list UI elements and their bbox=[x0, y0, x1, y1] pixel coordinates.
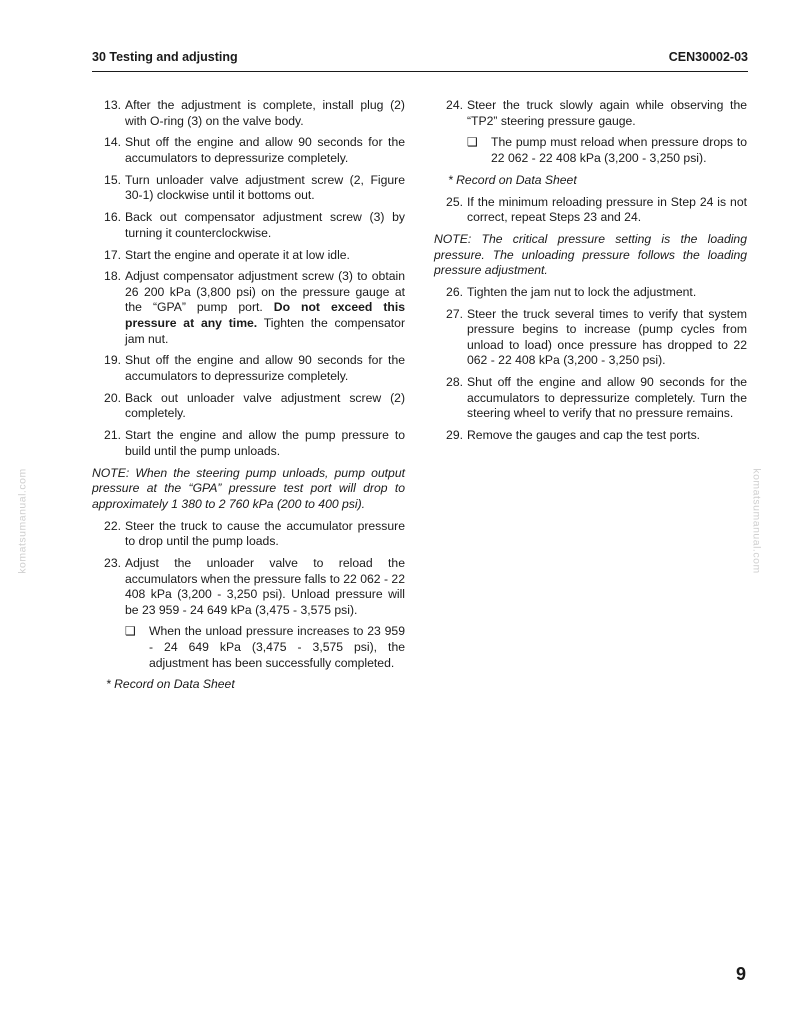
section-title: 30 Testing and adjusting bbox=[92, 50, 238, 64]
step-20 bbox=[92, 391, 405, 422]
step-text: Remove the gauges and cap the test ports. bbox=[467, 428, 701, 443]
check-item-reload bbox=[463, 135, 747, 166]
step-number: 22. bbox=[104, 518, 121, 533]
step-number: 23. bbox=[104, 555, 121, 570]
step-text: Turn unloader valve adjustment screw (2, Figure 30-1) clockwise until it bottoms out. bbox=[125, 172, 405, 203]
header-divider bbox=[92, 71, 748, 72]
step-number: 15. bbox=[104, 172, 121, 187]
step-text: Tighten the jam nut to lock the adjustment. bbox=[467, 284, 697, 299]
step-number: 17. bbox=[104, 247, 121, 262]
step-17 bbox=[92, 248, 405, 264]
step-number: 13. bbox=[104, 98, 121, 112]
step-23 bbox=[92, 556, 405, 618]
checkbox-icon: ❑ bbox=[125, 624, 136, 639]
check-text: The pump must reload when pressure drops to 22 062 - 22 408 kPa (3,200 - 3,250 psi). bbox=[491, 135, 747, 165]
step-22 bbox=[92, 519, 405, 550]
step-number: 26. bbox=[446, 284, 463, 299]
check-text: When the unload pressure increases to 23 959 - 24 649 kPa (3,475 - 3,575 psi), the adjustment has been successfully completed. bbox=[149, 624, 405, 670]
left-column bbox=[92, 98, 405, 699]
step-text: Start the engine and operate it at low idle. bbox=[125, 247, 350, 262]
step-text bbox=[121, 269, 405, 347]
step-text: Shut off the engine and allow 90 seconds for the accumulators to depressurize completely. bbox=[125, 353, 405, 384]
record-on-data-sheet: * Record on Data Sheet bbox=[448, 172, 577, 187]
step-25 bbox=[434, 195, 747, 226]
step-27 bbox=[434, 307, 747, 369]
watermark-right: komatsumanual.com bbox=[750, 468, 763, 574]
step-text: Back out compensator adjustment screw (3) by turning it counterclockwise. bbox=[125, 210, 405, 240]
step-number: 28. bbox=[446, 375, 463, 390]
step-text: If the minimum reloading pressure in Step 24 is not correct, repeat Steps 23 and 24. bbox=[467, 194, 747, 225]
step-number: 18. bbox=[104, 269, 121, 284]
step-24 bbox=[434, 98, 747, 129]
step-number: 20. bbox=[104, 390, 121, 405]
step-text: Shut off the engine and allow 90 seconds for the accumulators to depressurize completely. Turn the steering wheel to verify that no pressure remains. bbox=[467, 375, 747, 421]
step-text: Shut off the engine and allow 90 seconds for the accumulators to depressurize completely. bbox=[125, 135, 405, 165]
document-code: CEN30002-03 bbox=[668, 50, 748, 64]
step-19 bbox=[92, 353, 405, 384]
step-text: Steer the truck several times to verify that system pressure begins to increase (pump cycles from unload to load) once pressure has dropped to 22 062 - 22 408 kPa (3,200 - 3,250 psi). bbox=[467, 306, 747, 368]
step-13 bbox=[92, 98, 405, 129]
step-26 bbox=[434, 285, 747, 301]
step-number: 21. bbox=[104, 428, 121, 443]
step-18 bbox=[92, 269, 405, 347]
page-number: 9 bbox=[735, 964, 746, 984]
step-number: 27. bbox=[446, 306, 463, 321]
step-number: 16. bbox=[104, 210, 121, 225]
step-text-part: Adjust compensator adjustment screw (3) to obtain 26 200 kPa (3,800 psi) on the pressure gauge at the “GPA” pump port. bbox=[125, 269, 405, 315]
note-steering-unload: NOTE: When the steering pump unloads, pump output pressure at the “GPA” pressure test port will drop to approximately 1 380 to 2 760 kPa (200 to 400 psi). bbox=[92, 465, 405, 511]
step-text: After the adjustment is complete, install plug (2) with O-ring (3) on the valve body. bbox=[125, 98, 405, 128]
step-number: 24. bbox=[446, 98, 463, 112]
watermark-left: komatsumanual.com bbox=[16, 468, 29, 574]
step-text: Steer the truck to cause the accumulator pressure to drop until the pump loads. bbox=[125, 518, 405, 549]
step-number: 14. bbox=[104, 135, 121, 150]
step-16 bbox=[92, 210, 405, 241]
step-text-part: Tighten the compensator jam nut. bbox=[125, 316, 405, 346]
step-28 bbox=[434, 375, 747, 422]
step-14 bbox=[92, 135, 405, 166]
step-15 bbox=[92, 173, 405, 204]
step-text: Adjust the unloader valve to reload the accumulators when the pressure falls to 22 062 - 22 408 kPa (3,200 - 3,250 psi). Unload pressure will be 23 959 - 24 649 kPa (3,475 - 3,575 psi). bbox=[125, 555, 405, 617]
step-number: 25. bbox=[446, 194, 463, 209]
step-21 bbox=[92, 428, 405, 459]
right-column bbox=[434, 98, 747, 450]
record-on-data-sheet: * Record on Data Sheet bbox=[106, 677, 235, 692]
checkbox-icon: ❑ bbox=[467, 135, 478, 150]
step-text: Steer the truck slowly again while observing the “TP2” steering pressure gauge. bbox=[467, 98, 747, 128]
step-number: 19. bbox=[104, 353, 121, 368]
note-critical-pressure: NOTE: The critical pressure setting is the loading pressure. The unloading pressure follows the loading pressure adjustment. bbox=[434, 231, 747, 278]
page-header bbox=[92, 50, 748, 64]
warning-text: Do not exceed this pressure at any time. bbox=[125, 300, 406, 331]
step-29 bbox=[434, 428, 747, 444]
step-number: 29. bbox=[446, 428, 463, 443]
check-item-unload bbox=[121, 624, 405, 671]
step-text: Back out unloader valve adjustment screw (2) completely. bbox=[125, 390, 405, 421]
step-text: Start the engine and allow the pump pressure to build until the pump unloads. bbox=[125, 428, 405, 458]
